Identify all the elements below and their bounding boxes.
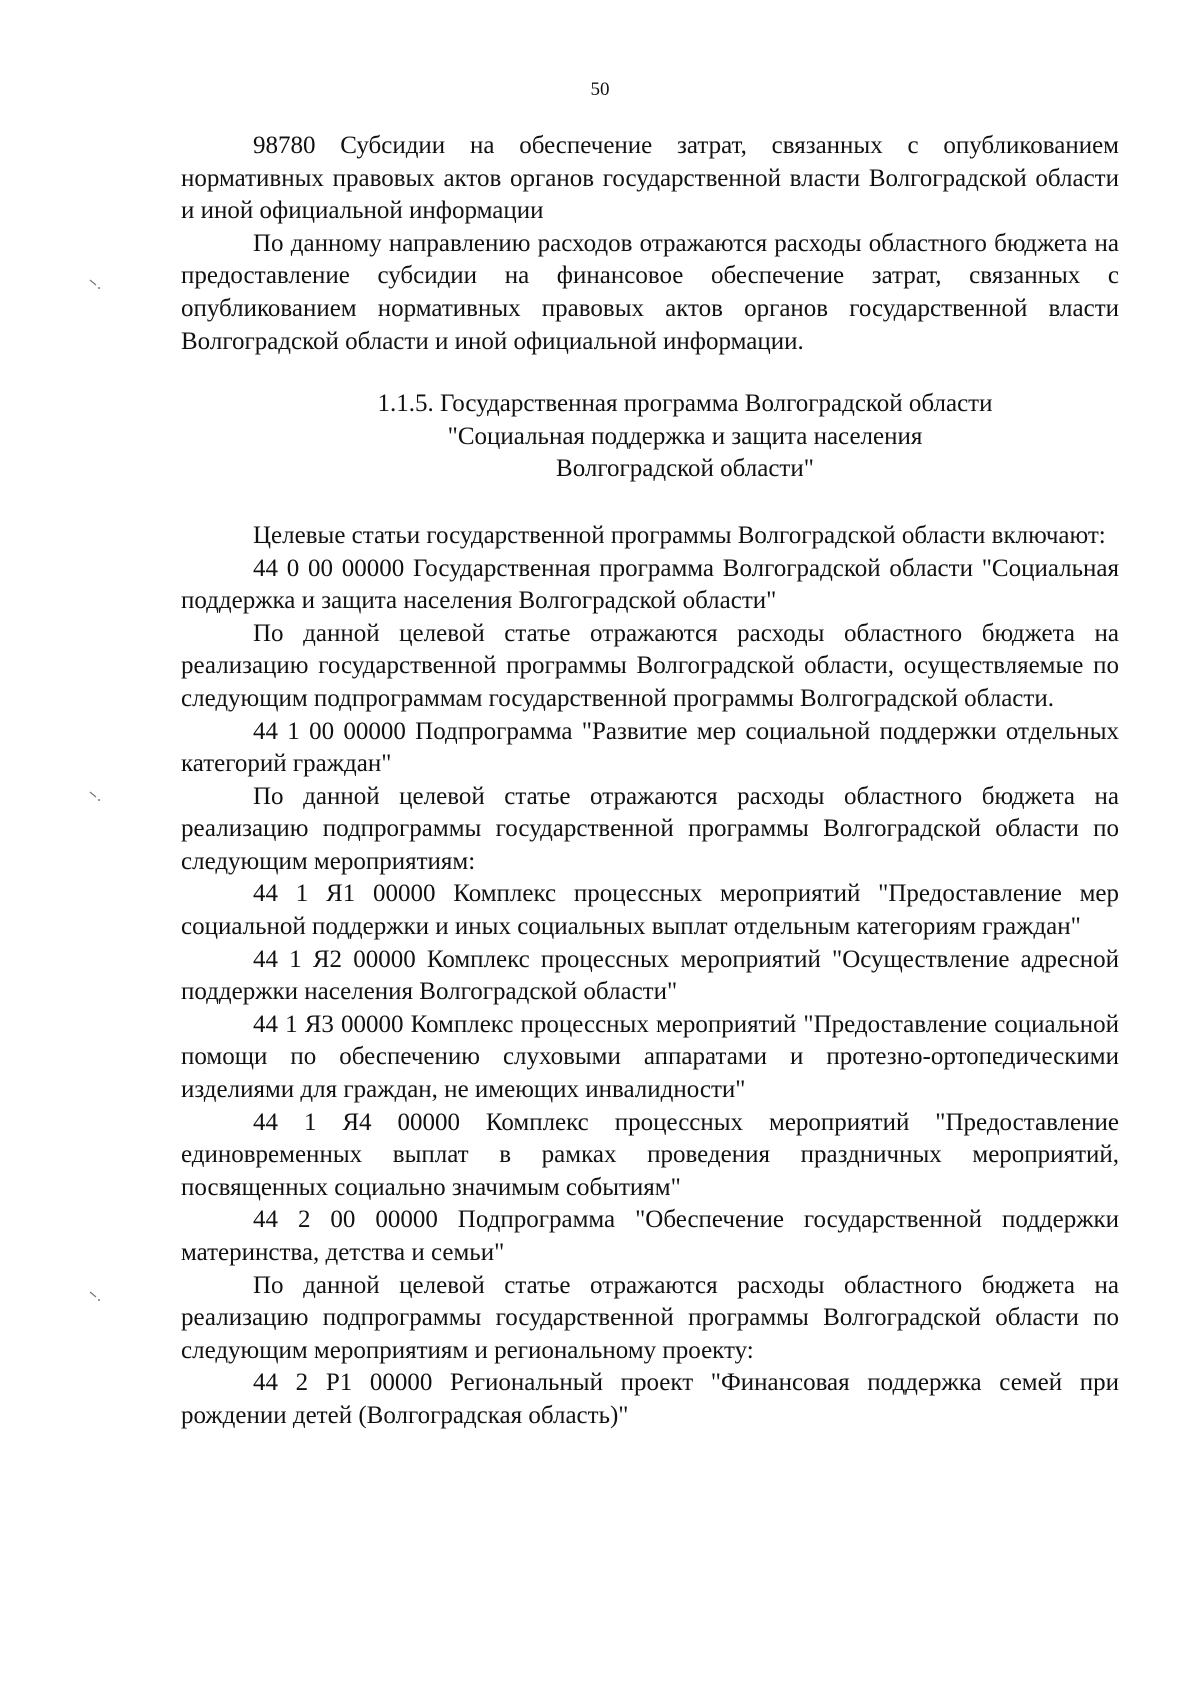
section-heading-line: "Социальная поддержка и защита населения	[447, 422, 923, 450]
target-article-paragraph: 44 0 00 00000 Государственная программа Волгоградской области "Социальная поддержка и защита населения Волгоградской области"	[181, 554, 1119, 615]
section-heading-line: 1.1.5. Государственная программа Волгоградской области	[377, 390, 993, 418]
paragraph: По данной целевой статье отражаются расходы областного бюджета на реализацию подпрограммы государственной программы Волгоградской области по следующим мероприятиям и региональному проекту:	[181, 1271, 1119, 1364]
target-article-paragraph: 44 1 Я3 00000 Комплекс процессных мероприятий "Предоставление социальной помощи по обеспечению слуховыми аппаратами и протезно-ортопедическими изделиями для граждан, не имеющих инвалидности"	[181, 1010, 1119, 1104]
section-heading	[181, 388, 1119, 486]
scan-mark-icon	[88, 278, 102, 292]
target-article-paragraph: 44 2 Р1 00000 Региональный проект "Финансовая поддержка семей при рождении детей (Волгоградская область)"	[181, 1369, 1119, 1429]
paragraph: 98780 Субсидии на обеспечение затрат, связанных с опубликованием нормативных правовых актов органов государственной власти Волгоградской области и иной официальной информации	[181, 132, 1119, 225]
target-article-paragraph: 44 1 00 00000 Подпрограмма "Развитие мер социальной поддержки отдельных категорий граждан"	[181, 717, 1119, 778]
target-article-paragraph: 44 1 Я1 00000 Комплекс процессных мероприятий "Предоставление мер социальной поддержки и иных социальных выплат отдельным категориям граждан"	[181, 880, 1119, 941]
paragraph: По данной целевой статье отражаются расходы областного бюджета на реализацию государственной программы Волгоградской области, осуществляемые по следующим подпрограммам государственной программы Волгоградской области.	[181, 619, 1119, 712]
document-body	[181, 130, 1119, 1433]
section-heading-line: Волгоградской области"	[556, 455, 814, 483]
paragraph: По данному направлению расходов отражаются расходы областного бюджета на предоставление субсидии на финансовое обеспечение затрат, связанных с опубликованием нормативных правовых актов органов государственной власти Волгоградской области и иной официальной информации.	[181, 229, 1119, 355]
target-article-paragraph: 44 1 Я2 00000 Комплекс процессных мероприятий "Осуществление адресной поддержки населения Волгоградской области"	[181, 945, 1119, 1006]
paragraph: Целевые статьи государственной программы Волгоградской области включают:	[253, 521, 1106, 549]
scan-mark-icon	[88, 790, 102, 804]
paragraph: По данной целевой статье отражаются расходы областного бюджета на реализацию подпрограммы государственной программы Волгоградской области по следующим мероприятиям:	[181, 782, 1119, 875]
target-article-paragraph: 44 1 Я4 00000 Комплекс процессных мероприятий "Предоставление единовременных выплат в рамках проведения праздничных мероприятий, посвященных социально значимым событиям"	[181, 1108, 1119, 1201]
target-article-paragraph: 44 2 00 00000 Подпрограмма "Обеспечение государственной поддержки материнства, детства и семьи"	[181, 1206, 1119, 1266]
scan-mark-icon	[88, 1290, 102, 1304]
page-number: 50	[590, 79, 610, 100]
